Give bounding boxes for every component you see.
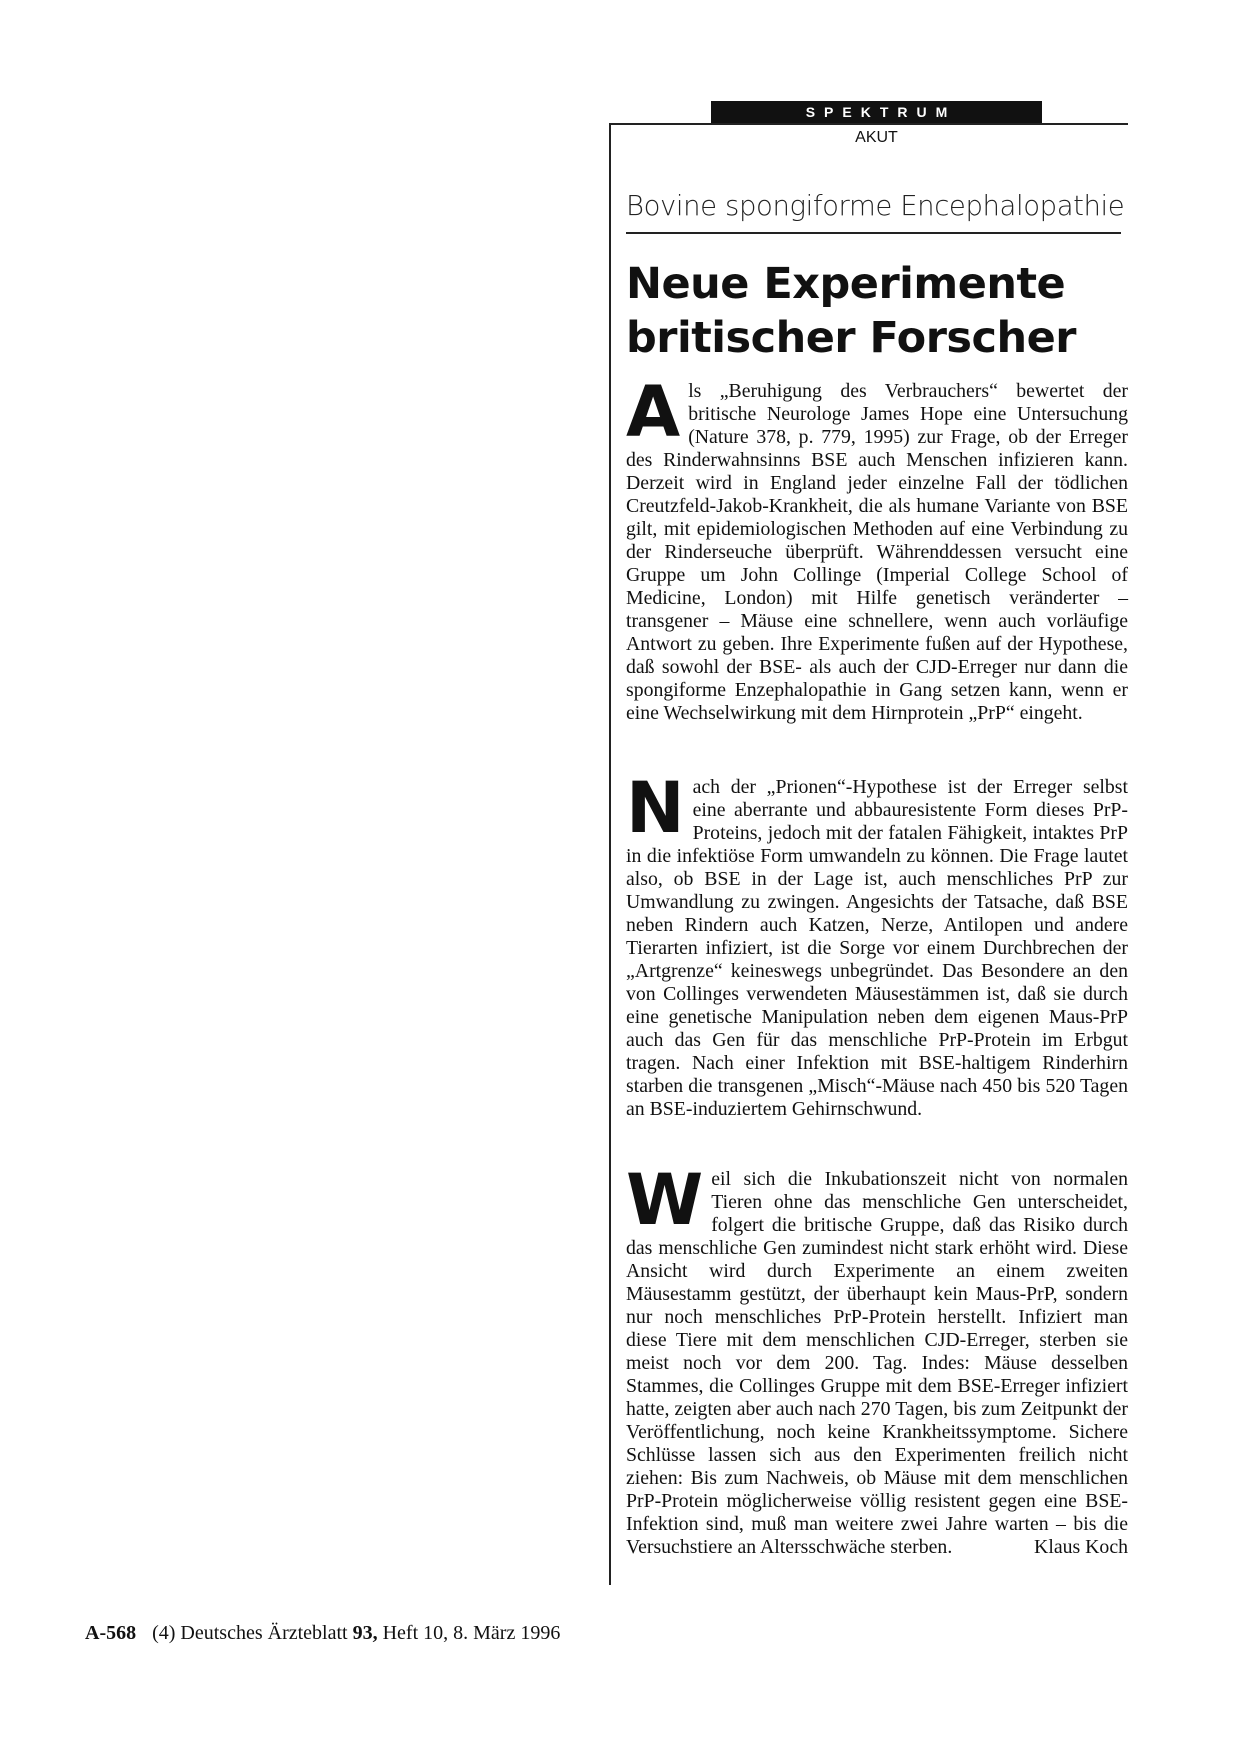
author-signature: Klaus Koch xyxy=(1034,1536,1128,1558)
kicker-underline xyxy=(626,232,1121,234)
drop-cap: A xyxy=(626,371,681,453)
article-paragraph-1 xyxy=(626,371,1128,725)
citation-volume: 93, xyxy=(352,1622,378,1644)
citation-issue: Heft 10, 8. März 1996 xyxy=(382,1622,561,1644)
column-rule-top xyxy=(609,123,1128,125)
section-banner: SPEKTRUM xyxy=(711,101,1042,123)
drop-cap: W xyxy=(626,1159,704,1241)
page-footer xyxy=(85,1622,560,1645)
article-headline xyxy=(626,257,1126,365)
citation-source: (4) Deutsches Ärzteblatt xyxy=(152,1622,348,1644)
article-kicker: Bovine spongiforme Encephalopathie xyxy=(626,190,1125,222)
page-number: A-568 xyxy=(85,1622,137,1644)
article-paragraph-2 xyxy=(626,767,1128,1121)
subsection-label: AKUT xyxy=(855,129,898,146)
column-rule-vertical xyxy=(609,123,611,1585)
headline-line-2: britischer Forscher xyxy=(626,313,1076,363)
drop-cap: N xyxy=(626,767,685,849)
headline-line-1: Neue Experimente xyxy=(626,259,1066,309)
paragraph-text: eil sich die Inkubationszeit nicht von normalen Tieren ohne das menschliche Gen unterscheidet, folgert die britische Gruppe, daß das Risiko durch das menschliche Gen zumindest nicht stark erhöht wird. Diese Ansicht wird durch Experimente an einem zweiten Mäusestamm gestützt, der überhaupt kein Maus-PrP, sondern nur noch menschliches PrP-Protein herstellt. Infiziert man diese Tiere mit dem menschlichen CJD-Erreger, sterben sie meist noch vor dem 200. Tag. Indes: Mäuse desselben Stammes, die Collinges Gruppe mit dem BSE-Erreger infiziert hatte, zeigten aber auch nach 270 Tagen, bis zum Zeitpunkt der Veröffentlichung, noch keine Krankheitssymptome. Sichere Schlüsse lassen sich aus den Experimenten freilich nicht ziehen: Bis zum Nachweis, ob Mäuse mit dem menschlichen PrP-Protein möglicherweise völlig resistent gegen eine BSE-Infektion sind, muß man weitere zwei Jahre warten – bis die Versuchstiere an Altersschwäche sterben. xyxy=(626,1168,1128,1558)
paragraph-text: ach der „Prionen“-Hypothese ist der Erreger selbst eine aberrante und abbauresistente Form dieses PrP-Proteins, jedoch mit der fatalen Fähigkeit, intaktes PrP in die infektiöse Form umwandeln zu können. Die Frage lautet also, ob BSE in der Lage ist, auch menschliches PrP zur Umwandlung zu zwingen. Angesichts der Tatsache, daß BSE neben Rindern auch Katzen, Nerze, Antilopen und andere Tierarten infiziert, ist die Sorge vor einem Durchbrechen der „Artgrenze“ keineswegs unbegründet. Das Besondere an den von Collinges verwendeten Mäusestämmen ist, daß sie durch eine genetische Manipulation neben dem eigenen Maus-PrP auch das Gen für das menschliche PrP-Protein im Erbgut tragen. Nach einer Infektion mit BSE-haltigem Rinderhirn starben die transgenen „Misch“-Mäuse nach 450 bis 520 Tagen an BSE-induziertem Gehirnschwund. xyxy=(626,776,1128,1120)
article-paragraph-3 xyxy=(626,1159,1128,1559)
paragraph-text: ls „Beruhigung des Verbrauchers“ bewertet der britische Neurologe James Hope eine Untersuchung (Nature 378, p. 779, 1995) zur Frage, ob der Erreger des Rinderwahnsinns BSE auch Menschen infizieren kann. Derzeit wird in England jeder einzelne Fall der tödlichen Creutzfeld-Jakob-Krankheit, die als humane Variante von BSE gilt, mit epidemiologischen Methoden auf eine Verbindung zu der Rinderseuche überprüft. Währenddessen versucht eine Gruppe um John Collinge (Imperial College School of Medicine, London) mit Hilfe genetisch veränderter – transgener – Mäuse eine schnellere, wenn auch vorläufige Antwort zu geben. Ihre Experimente fußen auf der Hypothese, daß sowohl der BSE- als auch der CJD-Erreger nur dann die spongiforme Enzephalopathie in Gang setzen kann, wenn er eine Wechselwirkung mit dem Hirnprotein „PrP“ eingeht. xyxy=(626,380,1128,724)
